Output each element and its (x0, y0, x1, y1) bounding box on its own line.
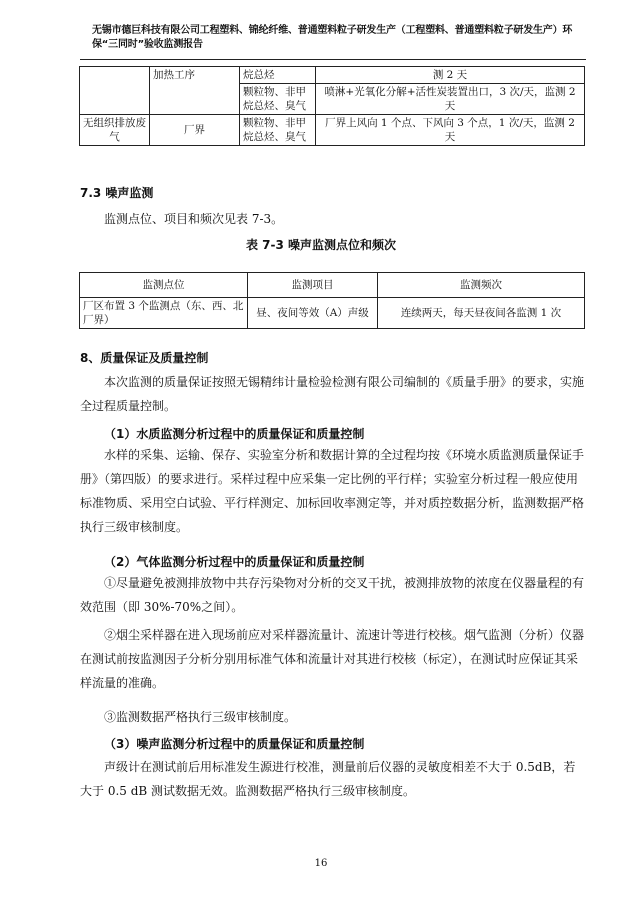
subsection-title-gas: （2）气体监测分析过程中的质量保证和质量控制 (104, 555, 365, 569)
section-intro: 监测点位、项目和频次见表 7-3。 (104, 212, 284, 226)
table-row (80, 298, 585, 329)
table-cell: 烷总烃 (240, 67, 316, 84)
table-row (80, 115, 585, 146)
table-cell: 昼、夜间等效（A）声级 (248, 298, 378, 329)
table-cell: 厂界 (150, 115, 240, 146)
waste-gas-table (79, 66, 585, 146)
subsection-title-noise: （3）噪声监测分析过程中的质量保证和质量控制 (104, 737, 365, 751)
table-row (80, 67, 585, 84)
noise-monitoring-table (79, 272, 585, 329)
quality-intro: 本次监测的质量保证按照无锡精纬计量检验检测有限公司编制的《质量手册》的要求，实施全过程质量控制。 (80, 375, 585, 413)
table-header-cell: 监测项目 (248, 273, 378, 298)
subsection-title-water: （1）水质监测分析过程中的质量保证和质量控制 (104, 427, 365, 441)
table-cell: 测 2 天 (316, 67, 585, 84)
section-heading-noise: 7.3 噪声监测 (80, 186, 154, 200)
table-caption: 表 7-3 噪声监测点位和频次 (245, 238, 397, 252)
table-header-cell: 监测点位 (80, 273, 248, 298)
table-cell: 颗粒物、非甲烷总烃、臭气 (240, 115, 316, 146)
report-header-title: 无锡市德巨科技有限公司工程塑料、锦纶纤维、普通塑料粒子研发生产（工程塑料、普通塑料粒子研发生产）环保“三同时”验收监测报告 (92, 25, 573, 50)
table-cell: 加热工序 (150, 67, 240, 115)
table-header-cell: 监测频次 (378, 273, 585, 298)
table-cell: 连续两天，每天昼夜间各监测 1 次 (378, 298, 585, 329)
table-cell: 颗粒物、非甲烷总烃、臭气 (240, 84, 316, 115)
table-cell: 无组织排放废气 (80, 115, 150, 146)
section-heading-quality: 8、质量保证及质量控制 (80, 351, 209, 365)
table-cell: 厂界上风向 1 个点、下风向 3 个点，1 次/天，监测 2 天 (316, 115, 585, 146)
gas-qc-item-2: ②烟尘采样器在进入现场前应对采样器流量计、流速计等进行校核。烟气监测（分析）仪器在测试前按监测因子分析分别用标准气体和流量计对其进行校核（标定），在测试时应保证其采样流量的准确。 (80, 628, 585, 690)
table-cell: 喷淋+光氧化分解+活性炭装置出口，3 次/天，监测 2 天 (316, 84, 585, 115)
page-number: 16 (314, 858, 328, 869)
noise-qc-paragraph: 声级计在测试前后用标准发生源进行校准，测量前后仪器的灵敏度相差不大于 0.5dB，若大于 0.5 dB 测试数据无效。监测数据严格执行三级审核制度。 (80, 760, 576, 798)
table-cell (80, 67, 150, 115)
water-qc-paragraph: 水样的采集、运输、保存、实验室分析和数据计算的全过程均按《环境水质监测质量保证手册》（第四版）的要求进行。采样过程中应采集一定比例的平行样；实验室分析过程一般应使用标准物质、采用空白试验、平行样测定、加标回收率测定等，并对质控数据分析，监测数据严格执行三级审核制度。 (80, 448, 585, 534)
header-divider (80, 59, 586, 60)
gas-qc-item-3: ③监测数据严格执行三级审核制度。 (104, 710, 297, 724)
table-cell: 厂区布置 3 个监测点（东、西、北厂界） (80, 298, 248, 329)
table-header-row (80, 273, 585, 298)
gas-qc-item-1: ①尽量避免被测排放物中共存污染物对分析的交叉干扰，被测排放物的浓度在仪器量程的有效范围（即 30%-70%之间）。 (80, 576, 585, 614)
